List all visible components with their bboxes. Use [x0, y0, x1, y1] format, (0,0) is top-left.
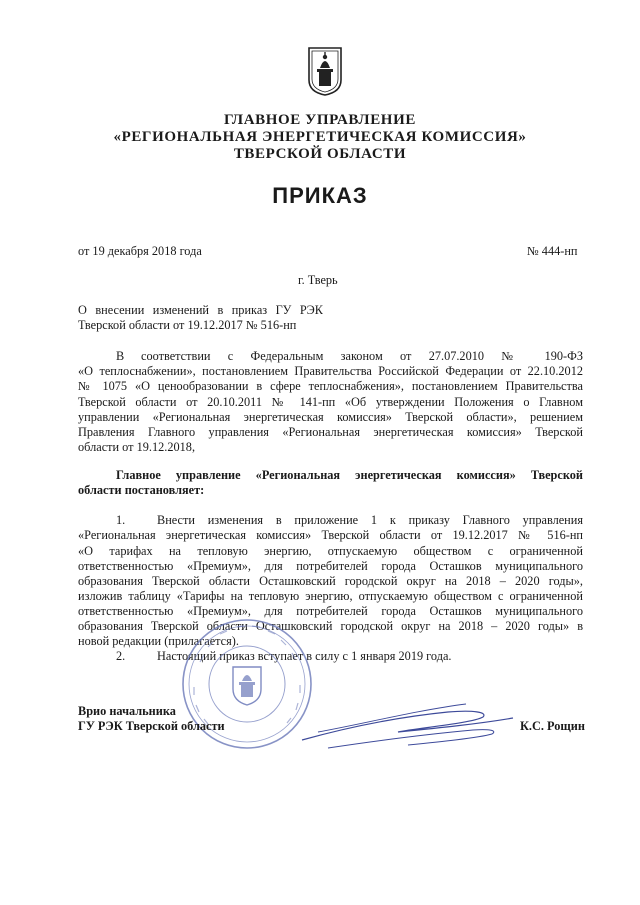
preamble-line-6: Правления Главного управления «Региональная энергетическая комиссия» Тверской — [78, 425, 583, 439]
item-1-line-4: ответственностью «Премиум», для потребителей города Осташков муниципального — [78, 559, 583, 573]
item-1-number: 1. — [116, 513, 126, 527]
preamble-line-4: Тверской области от 20.10.2011 № 141-пп «Об утверждении Положения о Главном — [78, 395, 583, 409]
signatory-role-line-1: Врио начальника — [78, 704, 176, 718]
coat-of-arms-emblem — [307, 46, 343, 96]
item-1-line-7: ответственностью «Премиум», для потребителей города Осташков муниципального — [78, 604, 583, 618]
organization-name-line-1: ГЛАВНОЕ УПРАВЛЕНИЕ — [224, 112, 416, 128]
preamble-line-5: управлении «Региональная энергетическая комиссия» Тверской области», решением — [78, 410, 583, 424]
item-1-line-8: образования Тверской области Осташковский городской округ на 2018 – 2020 годы» в — [78, 619, 583, 633]
item-1-line-1: Внести изменения в приложение 1 к приказу Главного управления — [157, 513, 583, 527]
signatory-name: К.С. Рощин — [520, 719, 585, 733]
organization-name-line-3: ТВЕРСКОЙ ОБЛАСТИ — [233, 146, 407, 162]
preamble-line-7: области от 19.12.2018, — [78, 440, 196, 454]
document-date: от 19 декабря 2018 года — [78, 244, 202, 258]
resolve-line-1: Главное управление «Региональная энергетическая комиссия» Тверской — [116, 468, 583, 482]
item-1-line-3: «О тарифах на тепловую энергию, отпускаемую обществом с ограниченной — [78, 544, 583, 558]
subject-line-2: Тверской области от 19.12.2017 № 516-нп — [78, 318, 297, 332]
item-1-line-6: изложив таблицу «Тарифы на тепловую энергию, отпускаемую обществом с ограниченной — [78, 589, 583, 603]
document-type-title: ПРИКАЗ — [272, 183, 368, 208]
preamble-line-1: соответствии с Федеральным законом от 27.07.2010 № 190-ФЗ — [141, 349, 583, 363]
resolve-line-2: области постановляет: — [78, 483, 205, 497]
handwritten-signature — [298, 690, 518, 760]
item-1-line-2: «Региональная энергетическая комиссия» Тверской области от 19.12.2017 № 516-нп — [78, 528, 583, 542]
item-1-line-5: образования Тверской области Осташковский городской округ на 2018 – 2020 годы», — [78, 574, 583, 588]
item-2-text: Настоящий приказ вступает в силу с 1 января 2019 года. — [157, 649, 452, 663]
item-2-number: 2. — [116, 649, 126, 663]
preamble-line-1-start: В — [116, 349, 125, 363]
preamble-line-3: № 1075 «О ценообразовании в сфере теплоснабжения», постановлением Правительства — [78, 379, 583, 393]
item-1-line-9: новой редакции (прилагается). — [78, 634, 239, 648]
organization-name-line-2: «РЕГИОНАЛЬНАЯ ЭНЕРГЕТИЧЕСКАЯ КОМИССИЯ» — [113, 129, 527, 145]
document-number: № 444-нп — [527, 244, 578, 258]
document-city: г. Тверь — [298, 273, 338, 287]
preamble-line-2: «О теплоснабжении», постановлением Правительства Российской Федерации от 22.10.2012 — [78, 364, 583, 378]
subject-line-1: О внесении изменений в приказ ГУ РЭК — [78, 303, 323, 317]
signatory-role-line-2: ГУ РЭК Тверской области — [78, 719, 225, 733]
